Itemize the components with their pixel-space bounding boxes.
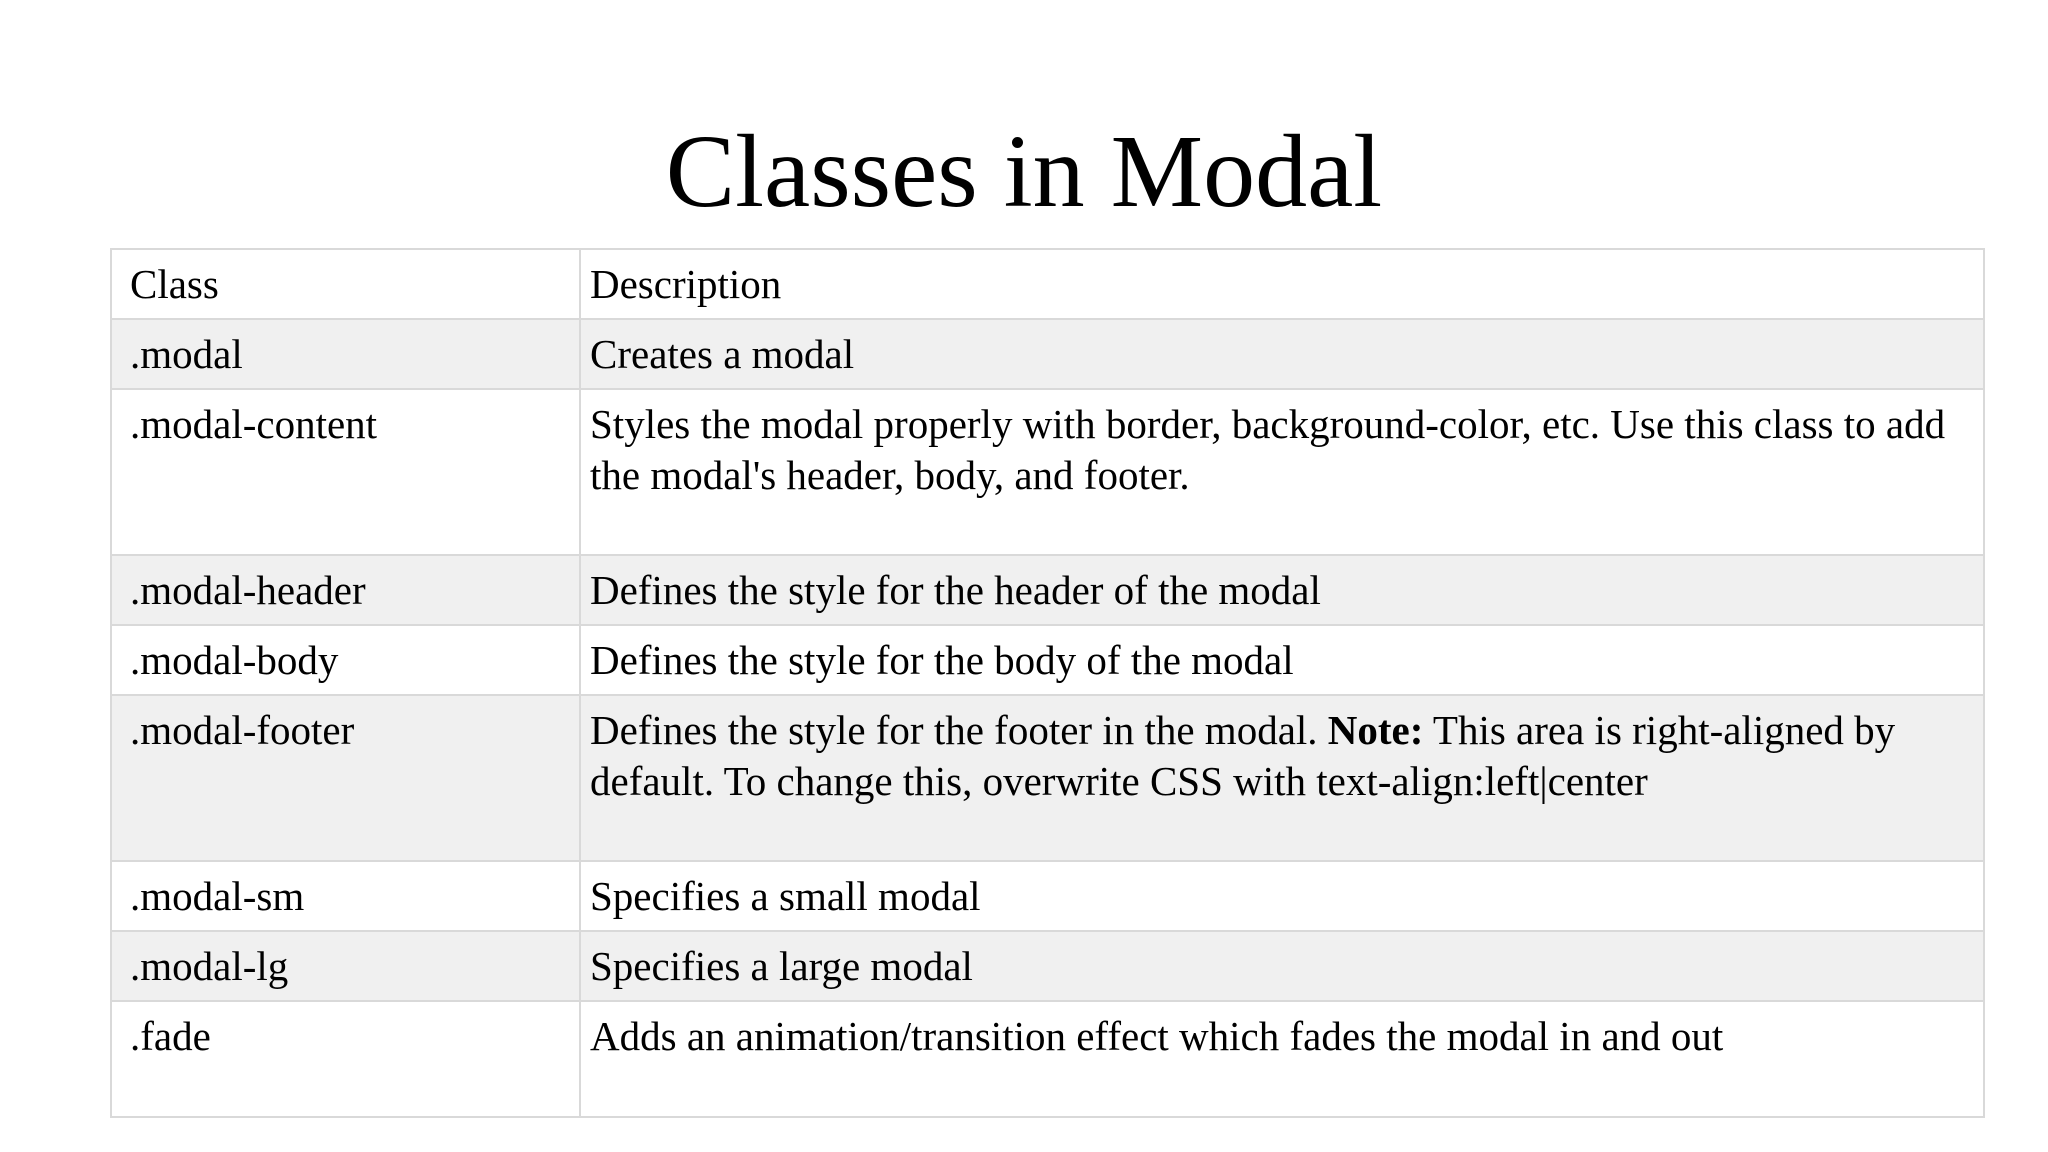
description-cell: Specifies a large modal: [580, 931, 1984, 1001]
description-cell: [580, 695, 1984, 861]
class-cell: .modal-header: [111, 555, 580, 625]
table-header-row: [111, 249, 1984, 319]
class-cell: .modal-sm: [111, 861, 580, 931]
class-cell: .modal-content: [111, 389, 580, 555]
description-cell: Adds an animation/transition effect which fades the modal in and out: [580, 1001, 1984, 1117]
table-row: [111, 555, 1984, 625]
table-row: [111, 625, 1984, 695]
table-row: [111, 695, 1984, 861]
description-cell: Specifies a small modal: [580, 861, 1984, 931]
table-row: [111, 861, 1984, 931]
table-row: [111, 319, 1984, 389]
description-text: Defines the style for the footer in the modal.: [590, 707, 1328, 753]
description-cell: Defines the style for the body of the modal: [580, 625, 1984, 695]
description-cell: Defines the style for the header of the modal: [580, 555, 1984, 625]
description-cell: Styles the modal properly with border, background-color, etc. Use this class to add the modal's header, body, and footer.: [580, 389, 1984, 555]
page-title: Classes in Modal: [665, 114, 1383, 229]
table-row: [111, 931, 1984, 1001]
class-cell: .modal-body: [111, 625, 580, 695]
table-row: [111, 1001, 1984, 1117]
class-cell: .modal-footer: [111, 695, 580, 861]
classes-table: [110, 248, 1985, 1118]
header-class: Class: [111, 249, 580, 319]
header-description: Description: [580, 249, 1984, 319]
description-cell: Creates a modal: [580, 319, 1984, 389]
class-cell: .modal-lg: [111, 931, 580, 1001]
note-label: Note:: [1327, 707, 1424, 753]
description-text: This area is right-aligned by default. To change this, overwrite CSS with text-align:left|center: [590, 707, 1896, 804]
class-cell: .modal: [111, 319, 580, 389]
table-row: [111, 389, 1984, 555]
class-cell: .fade: [111, 1001, 580, 1117]
